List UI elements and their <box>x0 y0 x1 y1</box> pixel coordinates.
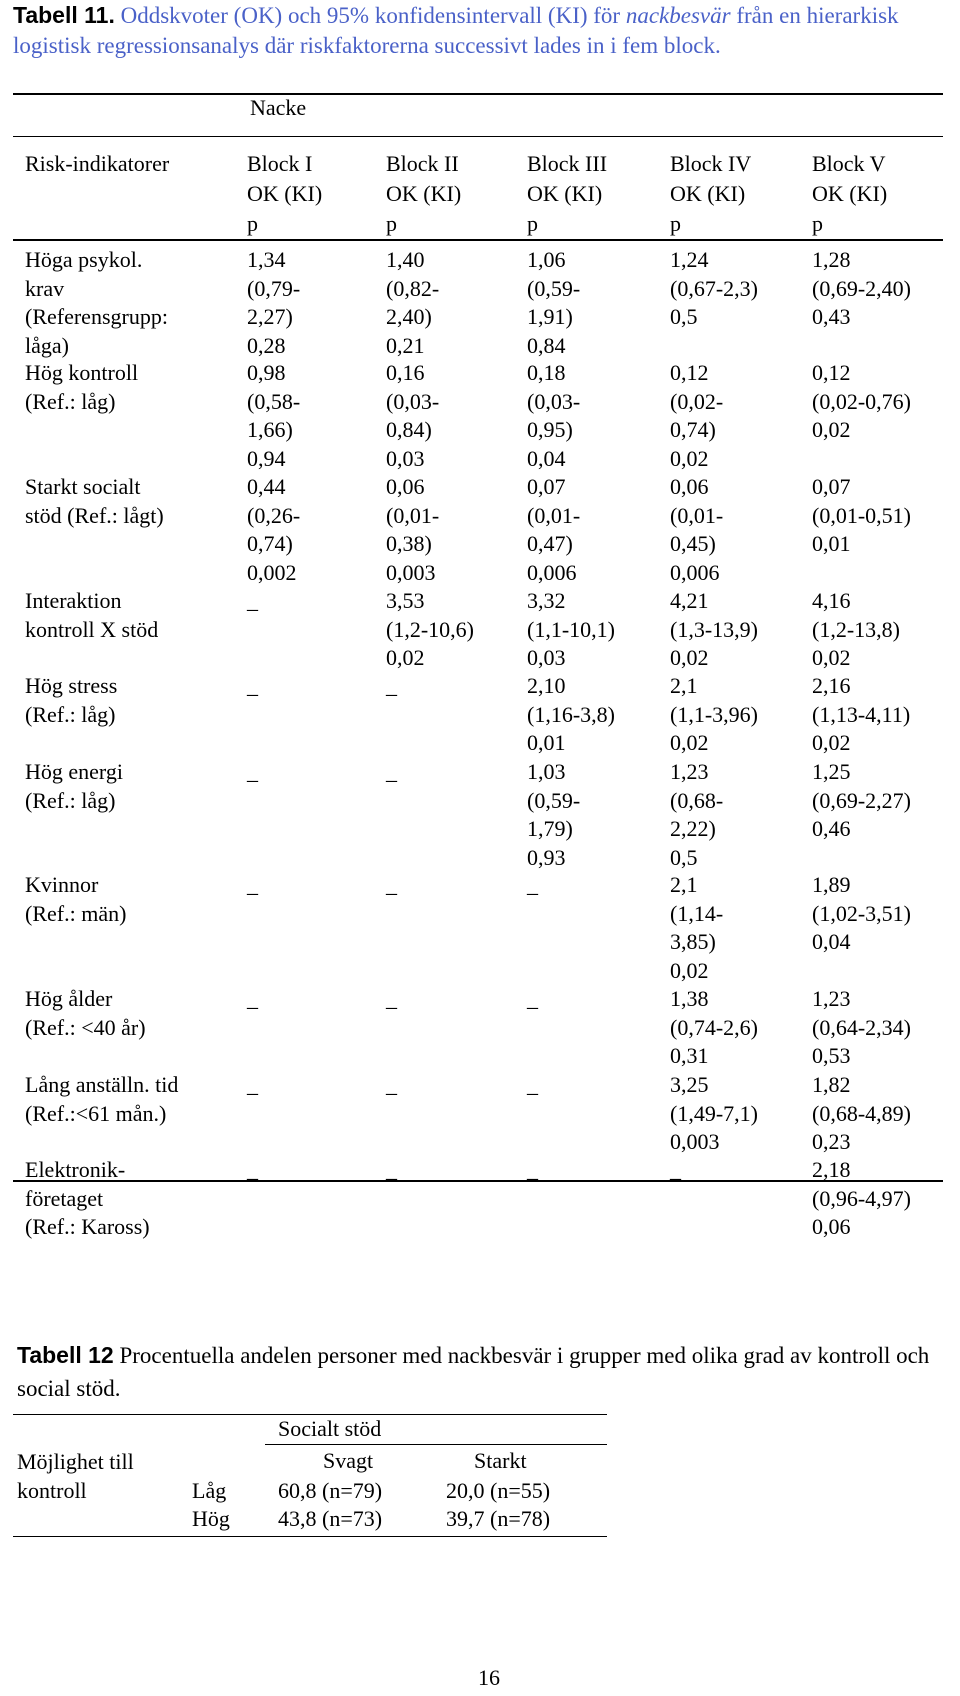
table-cell: _ <box>386 1072 397 1097</box>
group-header-nacke: Nacke <box>250 95 307 120</box>
table-12-caption-text: Procentuella andelen personer med nackbesvär i grupper med olika grad av kontroll och social stöd. <box>17 1343 930 1401</box>
row-header: Risk-indikatorer <box>25 151 170 176</box>
column-header: Block III <box>527 151 608 176</box>
table-cell: 0,16 (0,03- 0,84) 0,03 <box>386 360 440 471</box>
table-cell: 2,18 (0,96-4,97) 0,06 <box>812 1157 911 1239</box>
column-header: Block V <box>812 151 886 176</box>
table-cell: 1,82 (0,68-4,89) 0,23 <box>812 1072 911 1154</box>
table-cell: 0,12 (0,02- 0,74) 0,02 <box>670 360 724 471</box>
table-cell: _ <box>527 986 538 1011</box>
table-cell: 2,10 (1,16-3,8) 0,01 <box>527 673 615 755</box>
table-cell: _ <box>527 872 538 897</box>
row-label: Elektronik- företaget (Ref.: Kaross) <box>25 1157 150 1239</box>
table-12-cell: 43,8 (n=73) <box>278 1506 383 1531</box>
table-cell: 0,07 (0,01- 0,47) 0,006 <box>527 474 581 585</box>
table-cell: 1,28 (0,69-2,40) 0,43 <box>812 247 911 329</box>
table-cell: 2,1 (1,14- 3,85) 0,02 <box>670 872 724 983</box>
table-cell: 1,03 (0,59- 1,79) 0,93 <box>527 759 581 870</box>
table-cell: 4,16 (1,2-13,8) 0,02 <box>812 588 900 670</box>
row-label: Starkt socialt stöd (Ref.: lågt) <box>25 474 164 528</box>
table-cell: 1,40 (0,82- 2,40) 0,21 <box>386 247 440 358</box>
table-cell: _ <box>247 673 258 698</box>
table-cell: _ <box>527 1157 538 1182</box>
table-12-group-rule <box>265 1444 607 1445</box>
table-11-label: Tabell 11. <box>13 2 115 28</box>
subheader-p: p <box>670 211 681 236</box>
table-cell: _ <box>247 872 258 897</box>
subheader-p: p <box>527 211 538 236</box>
table-cell: 0,07 (0,01-0,51) 0,01 <box>812 474 911 556</box>
table-12-cell: 60,8 (n=79) <box>278 1478 383 1503</box>
column-header: Block IV <box>670 151 752 176</box>
table-12-row-label: Hög <box>192 1506 230 1531</box>
row-label: Höga psykol. krav (Referensgrupp: låga) <box>25 247 168 358</box>
table-cell: 1,24 (0,67-2,3) 0,5 <box>670 247 758 329</box>
table-cell: 0,12 (0,02-0,76) 0,02 <box>812 360 911 442</box>
table-cell: 0,06 (0,01- 0,45) 0,006 <box>670 474 724 585</box>
table-cell: _ <box>247 759 258 784</box>
table-cell: _ <box>247 588 258 613</box>
table-cell: 2,16 (1,13-4,11) 0,02 <box>812 673 911 755</box>
row-label: Hög energi (Ref.: låg) <box>25 759 123 813</box>
table-cell: _ <box>386 759 397 784</box>
subheader-ok-ki: OK (KI) <box>527 181 603 206</box>
table-cell: 3,32 (1,1-10,1) 0,03 <box>527 588 615 670</box>
table-cell: _ <box>386 872 397 897</box>
table-cell: 1,23 (0,68- 2,22) 0,5 <box>670 759 724 870</box>
table-12-group-header: Socialt stöd <box>278 1416 382 1441</box>
table-cell: _ <box>247 1157 258 1182</box>
subheader-p: p <box>386 211 397 236</box>
row-label: Lång anställn. tid (Ref.:<61 mån.) <box>25 1072 179 1126</box>
table-cell: 0,98 (0,58- 1,66) 0,94 <box>247 360 301 471</box>
table-cell: 1,06 (0,59- 1,91) 0,84 <box>527 247 581 358</box>
table-cell: 0,06 (0,01- 0,38) 0,003 <box>386 474 440 585</box>
row-label: Hög kontroll (Ref.: låg) <box>25 360 139 414</box>
table-12-bottom-rule <box>13 1536 607 1537</box>
table-cell: _ <box>386 673 397 698</box>
column-header: Block I <box>247 151 313 176</box>
table-cell: 3,25 (1,49-7,1) 0,003 <box>670 1072 758 1154</box>
row-label: Hög ålder (Ref.: <40 år) <box>25 986 146 1040</box>
table-cell: _ <box>386 1157 397 1182</box>
table-cell: 1,23 (0,64-2,34) 0,53 <box>812 986 911 1068</box>
page-number: 16 <box>478 1665 500 1690</box>
subheader-ok-ki: OK (KI) <box>247 181 323 206</box>
table-header-rule <box>13 239 943 241</box>
table-12-cell: 39,7 (n=78) <box>446 1506 551 1531</box>
table-12-caption <box>17 1339 952 1405</box>
table-12-row-label: Låg <box>192 1478 227 1503</box>
column-header: Block II <box>386 151 459 176</box>
table-cell: 4,21 (1,3-13,9) 0,02 <box>670 588 758 670</box>
table-cell: 1,34 (0,79- 2,27) 0,28 <box>247 247 301 358</box>
caption-text-1: Oddskvoter (OK) och 95% konfidensintervall (KI) för <box>120 3 621 28</box>
table-cell: _ <box>247 986 258 1011</box>
table-top-rule <box>13 93 943 95</box>
caption-italic: nackbesvär <box>625 3 731 28</box>
caption-text-2: från en hierarkisk logistisk regressionsanalys där riskfaktorerna successivt lades in i fem block. <box>13 3 899 58</box>
subheader-ok-ki: OK (KI) <box>670 181 746 206</box>
table-12-column-header: Svagt <box>323 1448 374 1473</box>
table-cell: _ <box>527 1072 538 1097</box>
row-label: Kvinnor (Ref.: män) <box>25 872 127 926</box>
subheader-p: p <box>812 211 823 236</box>
table-12-column-header: Starkt <box>474 1448 527 1473</box>
subheader-ok-ki: OK (KI) <box>386 181 462 206</box>
table-cell: 2,1 (1,1-3,96) 0,02 <box>670 673 758 755</box>
table-group-rule <box>13 136 943 137</box>
table-12-row-header: Möjlighet till kontroll <box>17 1449 134 1503</box>
table-cell: 0,18 (0,03- 0,95) 0,04 <box>527 360 581 471</box>
table-cell: 1,89 (1,02-3,51) 0,04 <box>812 872 911 954</box>
table-cell: _ <box>247 1072 258 1097</box>
table-cell: 1,38 (0,74-2,6) 0,31 <box>670 986 758 1068</box>
table-cell: 1,25 (0,69-2,27) 0,46 <box>812 759 911 841</box>
table-12-label: Tabell 12 <box>17 1342 114 1368</box>
table-cell: 0,44 (0,26- 0,74) 0,002 <box>247 474 301 585</box>
table-bottom-rule <box>13 1180 943 1182</box>
subheader-ok-ki: OK (KI) <box>812 181 888 206</box>
table-cell: _ <box>386 986 397 1011</box>
table-11-caption <box>13 0 948 61</box>
table-cell: _ <box>670 1157 681 1182</box>
table-cell: 3,53 (1,2-10,6) 0,02 <box>386 588 474 670</box>
subheader-p: p <box>247 211 258 236</box>
row-label: Hög stress (Ref.: låg) <box>25 673 118 727</box>
row-label: Interaktion kontroll X stöd <box>25 588 159 642</box>
table-12-cell: 20,0 (n=55) <box>446 1478 551 1503</box>
